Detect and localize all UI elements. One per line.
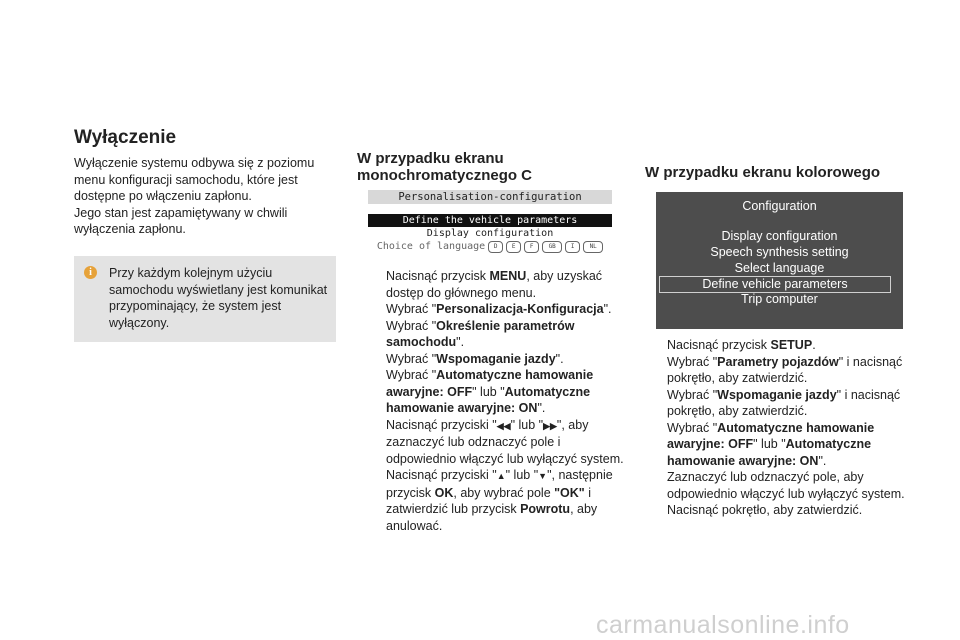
mono-screen-header: Personalisation-configuration bbox=[368, 190, 612, 204]
mono-screen-selected-row: Define the vehicle parameters bbox=[368, 214, 612, 227]
list-item: Wybrać "Wspomaganie jazdy" i nacisnąć pokrętło, aby zatwierdzić. bbox=[667, 387, 901, 418]
list-item: Wybrać "Określenie parametrów samochodu". bbox=[386, 318, 575, 349]
language-badge: NL bbox=[583, 241, 603, 253]
color-screen-menu-item: Select language bbox=[734, 261, 825, 275]
list-item: Nacisnąć przycisk MENU, aby uzyskać dostęp do głównego menu. bbox=[386, 269, 603, 300]
list-item: Zaznaczyć lub odznaczyć pole, aby odpowiednio włączyć lub wyłączyć system. bbox=[667, 470, 905, 501]
info-note-text: Przy każdym kolejnym użyciu samochodu wyświetlany jest komunikat przypominający, że system jest wyłączony. bbox=[109, 266, 328, 330]
mono-heading: W przypadku ekranu monochromatycznego C bbox=[357, 150, 533, 184]
language-badge: F bbox=[524, 241, 539, 253]
mono-screen bbox=[368, 190, 612, 254]
color-heading: W przypadku ekranu kolorowego bbox=[645, 164, 881, 181]
list-item: Nacisnąć pokrętło, aby zatwierdzić. bbox=[667, 503, 863, 517]
color-steps-list bbox=[643, 337, 913, 519]
color-screen-menu-item: Display configuration bbox=[721, 229, 838, 243]
mono-screen-language-row bbox=[368, 240, 612, 253]
color-screen-menu-item: Trip computer bbox=[741, 292, 818, 306]
language-badge: E bbox=[506, 241, 521, 253]
watermark: carmanualsonline.info bbox=[596, 611, 850, 639]
list-item: Wybrać "Automatyczne hamowanie awaryjne: OFF" lub "Automatyczne hamowanie awaryjne: ON". bbox=[386, 368, 594, 415]
info-icon: i bbox=[84, 266, 97, 279]
info-note bbox=[74, 256, 336, 342]
list-item: Nacisnąć przyciski "▲" lub "▼", następnie przycisk OK, aby wybrać pole "OK" i zatwierdzić lub przycisk Powrotu, aby anulować. bbox=[386, 468, 613, 533]
list-item: Nacisnąć przycisk SETUP. bbox=[667, 338, 816, 352]
page-title: Wyłączenie bbox=[74, 127, 177, 148]
intro-text bbox=[74, 155, 334, 238]
color-screen bbox=[656, 192, 903, 329]
list-item: Wybrać "Parametry pojazdów" i nacisnąć pokrętło, aby zatwierdzić. bbox=[667, 354, 903, 385]
list-item: Wybrać "Automatyczne hamowanie awaryjne: OFF" lub "Automatyczne hamowanie awaryjne: ON". bbox=[667, 420, 875, 468]
mono-screen-row: Display configuration bbox=[426, 228, 554, 239]
intro-paragraph-1: Wyłączenie systemu odbywa się z poziomu menu konfiguracji samochodu, które jest dostępne po włączeniu zapłonu. bbox=[74, 156, 315, 203]
mono-screen-language-label: Choice of language bbox=[376, 241, 486, 252]
language-badge: GB bbox=[542, 241, 562, 253]
language-badge: I bbox=[565, 241, 580, 253]
color-screen-menu-item: Speech synthesis setting bbox=[710, 245, 849, 259]
color-screen-selected-item: Define vehicle parameters bbox=[659, 276, 891, 293]
list-item: Wybrać "Wspomaganie jazdy". bbox=[386, 351, 564, 366]
color-screen-title: Configuration bbox=[742, 199, 817, 213]
language-badge: D bbox=[488, 241, 503, 253]
list-item: Nacisnąć przyciski "◀◀" lub "▶▶", aby zaznaczyć lub odznaczyć pole i odpowiednio włączyć lub wyłączyć system. bbox=[386, 417, 624, 466]
intro-paragraph-2: Jego stan jest zapamiętywany w chwili wyłączenia zapłonu. bbox=[74, 205, 288, 236]
list-item: Wybrać "Personalizacja-Konfiguracja". bbox=[386, 302, 612, 316]
mono-steps-list bbox=[362, 268, 632, 534]
